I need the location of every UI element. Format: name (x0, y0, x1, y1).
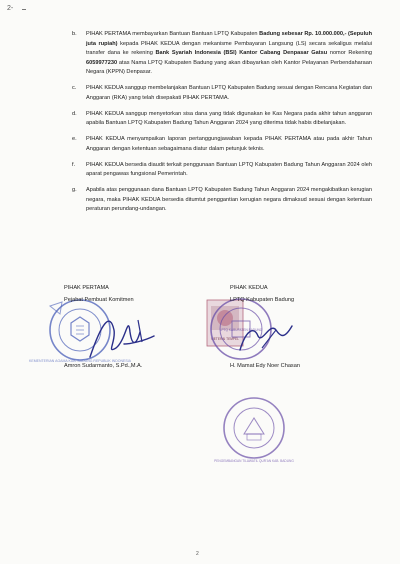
top-tick-mark (22, 9, 26, 10)
clause-text: PIHAK KEDUA bersedia diaudit terkait penggunaan Bantuan LPTQ Kabupaten Badung Tahun Anggaran 2024 oleh aparat pengawas fungsional Pemerintah. (86, 161, 372, 177)
party-two-role: PIHAK KEDUA (230, 285, 268, 291)
clause-letter: f. (72, 161, 76, 168)
page-number: 2 (196, 551, 199, 557)
clause-letter: c. (72, 85, 77, 91)
clause-text: atas Nama LPTQ Kabupaten Badung yang akan dibayarkan oleh Kantor Pelayanan Perbendaharaan Negara (KPPN) Denpasar. (86, 59, 372, 75)
clause-text: PIHAK KEDUA sanggup menyetorkan sisa dana yang tidak digunakan ke Kas Negara pada akhir tahun anggaran apabila Bantuan LPTQ Kabupaten Badung Tahun Anggaran 2024 yang diterima tidak habis dibelanjakan. (86, 110, 372, 126)
party-one-title: Pejabat Pembuat Komitmen (64, 297, 134, 303)
duty-stamp-text: METERAI TEMPEL (211, 337, 239, 341)
clause-bold-text: 6059977230 (86, 59, 118, 66)
clause-text: Apabila atas penggunaan dana Bantuan LPTQ Kabupaten Badung Tahun Anggaran 2024 mengakibatkan kerugian negara, maka PIHAK KEDUA bersedia ditumtut penggantian kerugian negara dimaksud sesuai dengan ketentuan peraturan perundang-undangan. (86, 187, 372, 212)
party-one-role: PIHAK PERTAMA (64, 285, 109, 291)
stamp-right-text: LPTQ KABUPATEN BADUNG (219, 328, 263, 332)
clause-bold-text: Bank Syariah Indonesia (BSI) Kantor Cabang Denpasar Gatsu (155, 50, 328, 56)
clause-bold-text: Badung sebesar Rp. 10.000.000,- (Sepuluh juta rupiah) (86, 31, 372, 47)
clause-text: nomor Rekening (327, 50, 372, 56)
clause-item (72, 84, 372, 103)
party-two-name: H. Mamat Edy Noer Chasan (230, 363, 300, 369)
clause-letter: b. (72, 31, 77, 37)
clause-item (72, 135, 372, 154)
clause-text: PIHAK KEDUA menyampaikan laporan pertanggungjawaban kepada PIHAK PERTAMA atau pada akhir Tahun Anggaran dengan ketentuan sebagaimana diatur dalam petunjuk teknis. (86, 136, 372, 152)
clause-letter: d. (72, 110, 77, 117)
signature-right (232, 300, 302, 360)
clause-text: PIHAK KEDUA sanggup membelanjakan Bantuan LPTQ Kabupaten Badung sesuai dengan Rencana Kegiatan dan Anggaran (RKA) yang telah disepakati PIHAK PERTAMA. (86, 85, 372, 101)
stamp-bottom-text: PENGEMBANGAN TILAWATIL QUR'AN KAB. BADUNG (214, 459, 294, 463)
clause-letter: g. (72, 187, 77, 193)
party-one-name: Amron Sudarmanto, S.Pd.,M.A. (64, 363, 143, 369)
clause-text: PIHAK PERTAMA membayarkan Bantuan Bantuan LPTQ Kabupaten (86, 31, 260, 37)
clause-letter: e. (72, 136, 77, 142)
clause-item (72, 110, 372, 129)
clause-text: kepada PIHAK KEDUA dengan mekanisme Pembayaran Langsung (LS) secara sekaligus melalui transfer dana ke rekening (86, 40, 372, 56)
top-mark: 2- (7, 5, 14, 12)
clause-item (72, 161, 372, 180)
lptq-lower-stamp (214, 388, 294, 468)
signature-left (80, 302, 160, 362)
clause-item (72, 186, 372, 215)
clause-list (72, 30, 372, 221)
party-two-title: LPTQ Kabupaten Badung (230, 297, 295, 303)
clause-item (72, 30, 372, 78)
stamp-left-text: KEMENTERIAN AGAMA KAB. BADUNG REPUBLIK INDONESIA (29, 359, 131, 363)
